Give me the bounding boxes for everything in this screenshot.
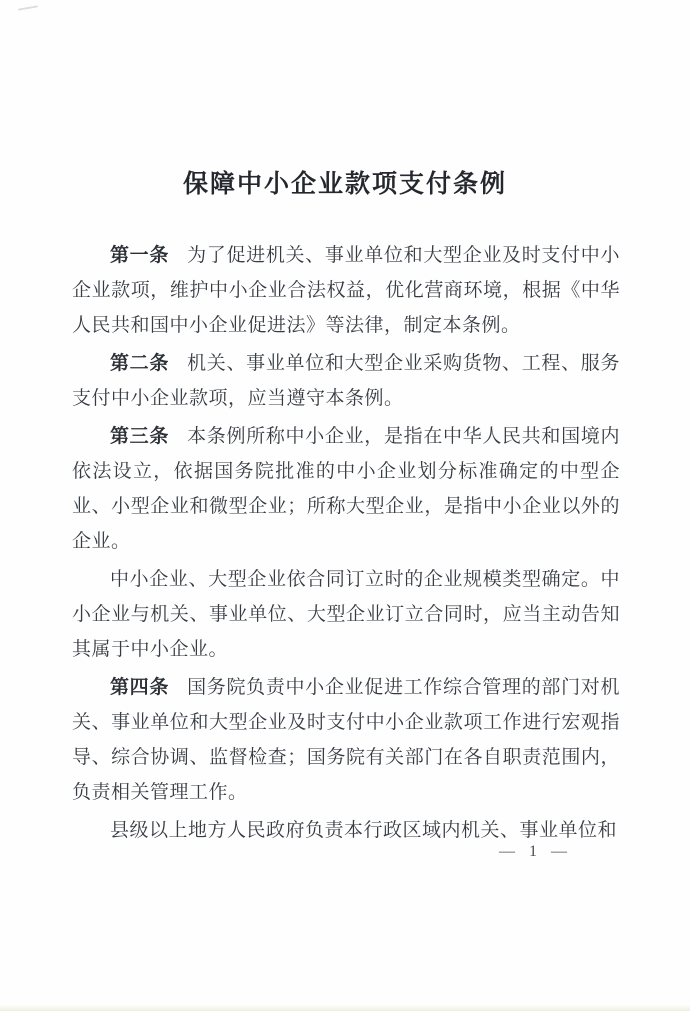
paragraph-article-3 bbox=[72, 419, 620, 559]
article-1-label: 第一条 bbox=[110, 245, 170, 266]
article-4-text: 国务院负责中小企业促进工作综合管理的部门对机关、事业单位和大型企业及时支付中小企业款项工作进行宏观指导、综合协调、监督检查；国务院有关部门在各自职责范围内，负责相关管理工作。 bbox=[72, 677, 620, 803]
page-number: — 1 — bbox=[499, 843, 572, 860]
paragraph-article-4 bbox=[72, 670, 620, 810]
article-2-text: 机关、事业单位和大型企业采购货物、工程、服务支付中小企业款项，应当遵守本条例。 bbox=[72, 353, 620, 409]
article-4-continuation-text: 县级以上地方人民政府负责本行政区域内机关、事业单位和 bbox=[110, 820, 618, 841]
paragraph-article-1 bbox=[72, 238, 620, 343]
article-1-text: 为了促进机关、事业单位和大型企业及时支付中小企业款项，维护中小企业合法权益，优化营商环境，根据《中华人民共和国中小企业促进法》等法律，制定本条例。 bbox=[72, 245, 620, 336]
document-title: 保障中小企业款项支付条例 bbox=[182, 171, 507, 198]
article-3-label: 第三条 bbox=[110, 426, 170, 447]
article-4-label: 第四条 bbox=[110, 677, 170, 698]
scan-bottom-edge-tint bbox=[0, 1005, 690, 1011]
paragraph-article-2 bbox=[72, 346, 620, 416]
article-3-continuation-text: 中小企业、大型企业依合同订立时的企业规模类型确定。中小企业与机关、事业单位、大型企业订立合同时，应当主动告知其属于中小企业。 bbox=[72, 569, 620, 660]
article-2-label: 第二条 bbox=[110, 353, 170, 374]
paragraph-article-3-continuation bbox=[72, 562, 620, 667]
document-body bbox=[72, 238, 620, 848]
article-3-text: 本条例所称中小企业，是指在中华人民共和国境内依法设立，依据国务院批准的中小企业划分标准确定的中型企业、小型企业和微型企业；所称大型企业，是指中小企业以外的企业。 bbox=[72, 426, 620, 552]
scan-smudge-mark bbox=[18, 5, 38, 10]
